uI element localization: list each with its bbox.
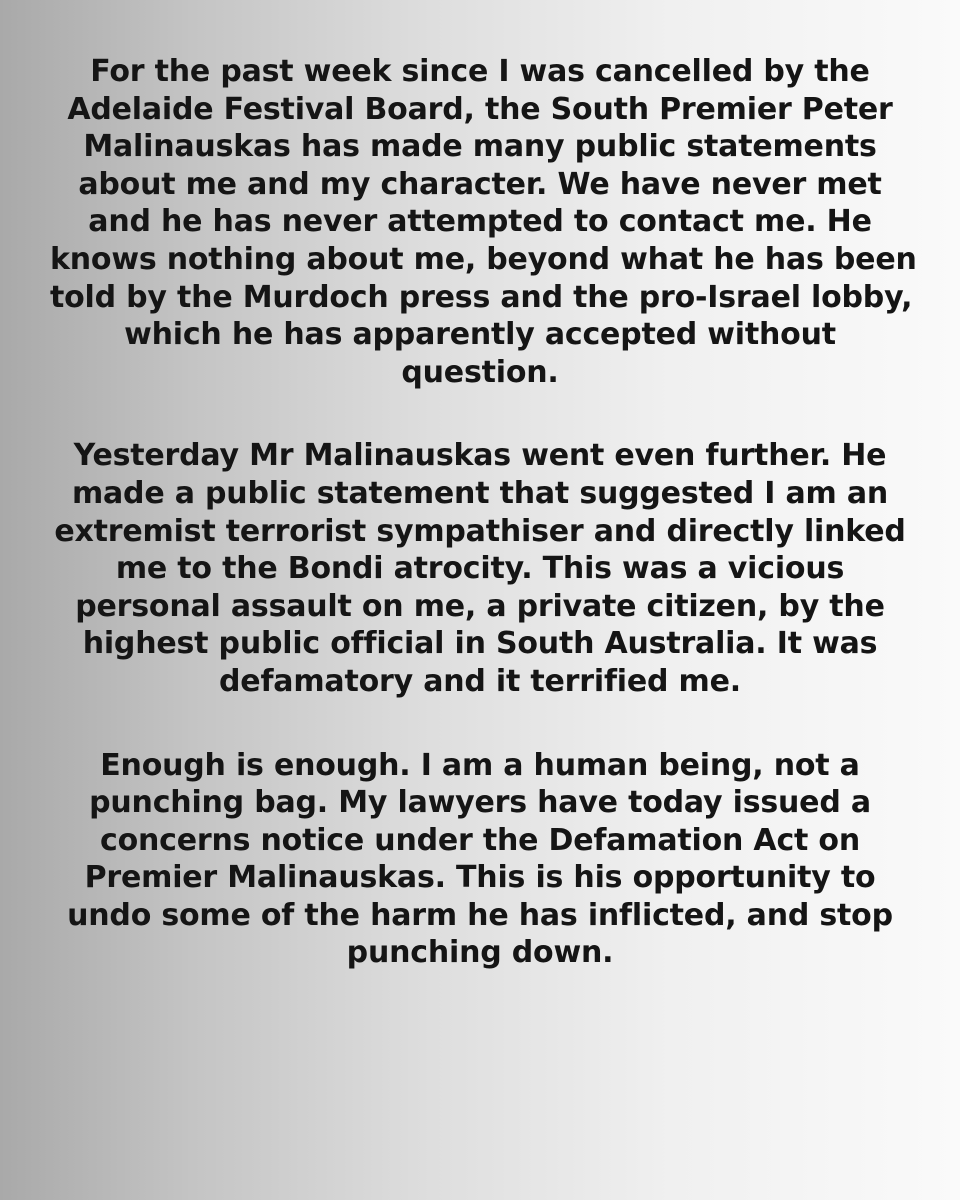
- paragraph-3: [50, 747, 910, 973]
- text-line: Malinauskas has made many public statements: [83, 129, 877, 165]
- text-line: highest public official in South Australia. It was: [82, 626, 878, 662]
- text-line: me to the Bondi atrocity. This was a vicious: [115, 551, 845, 587]
- text-line: Adelaide Festival Board, the South Premier Peter: [67, 91, 893, 127]
- text-line: defamatory and it terrified me.: [219, 663, 741, 699]
- text-line: personal assault on me, a private citizen, by the: [75, 588, 885, 624]
- text-line: and he has never attempted to contact me. He: [88, 204, 872, 240]
- text-line: Enough is enough. I am a human being, not a: [100, 747, 860, 783]
- text-line: knows nothing about me, beyond what he has been: [50, 241, 917, 277]
- text-line: Yesterday Mr Malinauskas went even further. He: [73, 438, 887, 474]
- paragraph-2: [50, 437, 910, 700]
- text-line: made a public statement that suggested I am an: [71, 475, 889, 511]
- text-line: For the past week since I was cancelled by the: [90, 54, 870, 89]
- text-line: extremist terrorist sympathiser and directly linked: [54, 513, 906, 549]
- text-line: punching down.: [346, 935, 614, 971]
- text-line: punching bag. My lawyers have today issued a: [89, 785, 871, 821]
- text-line: about me and my character. We have never met: [78, 166, 882, 202]
- text-line: told by the Murdoch press and the pro-Israel lobby,: [50, 279, 913, 315]
- text-line: concerns notice under the Defamation Act on: [99, 822, 860, 858]
- paragraph-1: [50, 53, 917, 391]
- text-line: undo some of the harm he has inflicted, and stop: [67, 897, 893, 933]
- text-line: which he has apparently accepted without: [124, 317, 836, 353]
- text-line: question.: [401, 354, 559, 390]
- statement-text: [50, 53, 917, 972]
- text-line: Premier Malinauskas. This is his opportunity to: [84, 860, 876, 896]
